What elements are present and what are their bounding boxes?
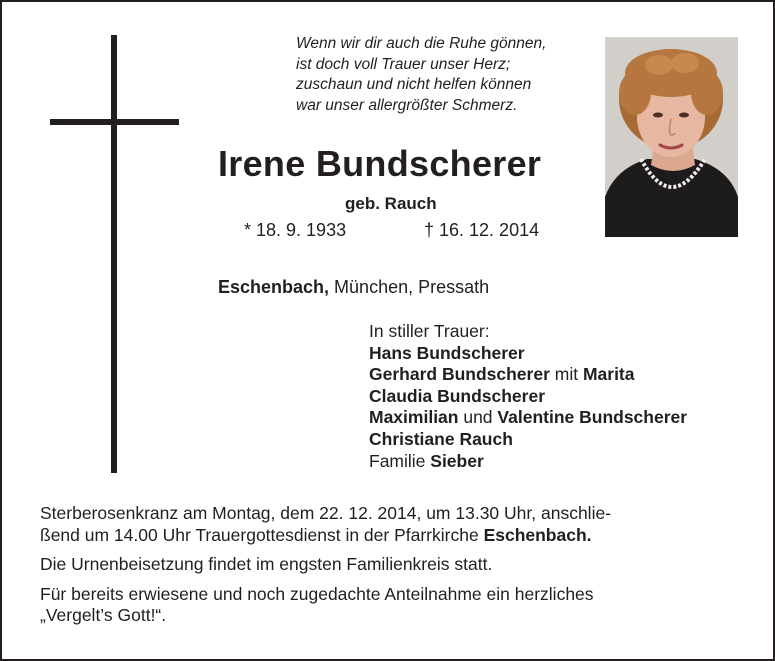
rosary-paragraph xyxy=(40,503,738,546)
thanks-text: Für bereits erwiesene und noch zugedachte Anteilnahme ein herzliches xyxy=(40,583,594,604)
places-line xyxy=(218,277,489,298)
birth-date: * 18. 9. 1933 xyxy=(244,220,347,240)
mourner-name: Christiane Rauch xyxy=(369,428,513,449)
mourner-name: Hans Bundscherer xyxy=(369,342,525,363)
maiden-name: geb. Rauch xyxy=(345,194,437,213)
rosary-text: Sterberosenkranz am Montag, dem 22. 12. 2014, um 13.30 Uhr, anschlie- xyxy=(40,503,612,523)
portrait-photo xyxy=(605,37,738,237)
mourner-part: Sieber xyxy=(430,450,484,471)
service-place: Eschenbach. xyxy=(483,524,592,545)
thanks-paragraph xyxy=(40,584,738,627)
mourners-list xyxy=(369,321,687,472)
cross-horizontal-bar xyxy=(50,119,179,125)
poem-line: zuschaun und nicht helfen können xyxy=(296,76,532,93)
poem xyxy=(296,34,586,116)
mourner-part: Maximilian xyxy=(369,407,459,428)
service-details xyxy=(40,503,738,635)
mourner-name xyxy=(369,407,687,429)
thanks-quote: „Vergelt’s Gott!“. xyxy=(40,605,167,626)
mourner-part: Gerhard Bundscherer xyxy=(369,364,550,385)
poem-line: war unser allergrößter Schmerz. xyxy=(296,96,518,114)
mourner-part: Marita xyxy=(582,364,635,385)
mourner-name: Claudia Bundscherer xyxy=(369,385,546,406)
urn-paragraph: Die Urnenbeisetzung findet im engsten Familienkreis statt. xyxy=(40,554,493,575)
deceased-name: Irene Bundscherer xyxy=(218,143,542,184)
places-other: München, Pressath xyxy=(329,277,490,297)
mourner-name xyxy=(369,364,687,386)
mourners-intro: In stiller Trauer: xyxy=(369,321,490,341)
cross-vertical-bar xyxy=(111,35,117,473)
poem-line: ist doch voll Trauer unser Herz; xyxy=(296,55,511,73)
mourner-name xyxy=(369,451,687,473)
poem-line: Wenn wir dir auch die Ruhe gönnen, xyxy=(296,35,547,52)
mourner-part: Valentine Bundscherer xyxy=(497,407,688,428)
mourner-connector: Familie xyxy=(369,450,431,471)
mourner-connector: und xyxy=(458,407,498,428)
place-primary: Eschenbach, xyxy=(218,277,330,297)
mourner-connector: mit xyxy=(549,364,583,385)
service-text: ßend um 14.00 Uhr Trauergottesdienst in der Pfarrkirche xyxy=(40,524,484,545)
death-date: † 16. 12. 2014 xyxy=(424,220,540,240)
